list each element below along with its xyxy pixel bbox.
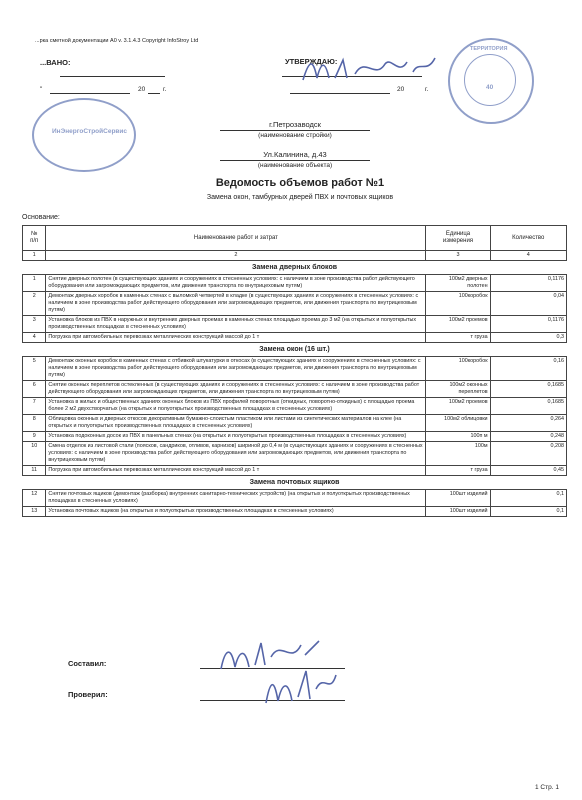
work-name: Установка подоконных досок из ПВХ в панельных стенах (на открытых и полуоткрытых производственных площадках в стесненных условиях)	[46, 432, 426, 442]
work-name: Снятие почтовых ящиков (демонтаж (разборка) внутренних санитарно-технических устройств) (на открытых и полуоткрытых производственных площадках в стесненных условиях)	[46, 490, 426, 507]
quantity-cell: 0,208	[490, 442, 566, 466]
table-row	[23, 381, 567, 398]
section-title: Замена дверных блоков	[23, 261, 567, 275]
index-cell: 4	[490, 251, 566, 261]
right-stamp	[448, 38, 534, 124]
unit-cell: 100м2 дверных полотен	[426, 275, 490, 292]
table-row	[23, 275, 567, 292]
row-number: 12	[23, 490, 46, 507]
left-stamp	[32, 98, 136, 172]
unit-cell: 100шт изделий	[426, 490, 490, 507]
left-approval-label: ...ВАНО:	[40, 58, 71, 67]
table-row	[23, 442, 567, 466]
table-header-row	[23, 226, 567, 251]
table-row	[23, 507, 567, 517]
index-cell: 2	[46, 251, 426, 261]
work-name: Установка в жилых и общественных зданиях оконных блоков из ПВХ профилей поворотных (откидных, поворотно-откидных) с площадью проема более 2 м2 двухстворчатых (на открытых и полуоткрытых производственных площадках в стесненных условиях)	[46, 398, 426, 415]
table-row	[23, 466, 567, 476]
header-unit: Единица измерения	[426, 226, 490, 251]
quantity-cell: 0,45	[490, 466, 566, 476]
header-name: Наименование работ и затрат	[46, 226, 426, 251]
city: г.Петрозаводск	[269, 120, 321, 129]
unit-cell: 100коробок	[426, 292, 490, 316]
index-cell: 3	[426, 251, 490, 261]
page-number: 1 Стр. 1	[535, 784, 559, 791]
quantity-cell: 0,04	[490, 292, 566, 316]
right-stamp-inner	[464, 54, 516, 106]
row-number: 8	[23, 415, 46, 432]
row-number: 5	[23, 357, 46, 381]
compiled-label: Составил:	[68, 659, 107, 668]
table-row	[23, 333, 567, 343]
quantity-cell: 0,248	[490, 432, 566, 442]
quantity-cell: 0,1	[490, 507, 566, 517]
table-row	[23, 357, 567, 381]
left-date-tail: г.	[163, 86, 167, 93]
unit-cell: 100п м	[426, 432, 490, 442]
row-number: 2	[23, 292, 46, 316]
document-title: Ведомость объемов работ №1	[215, 177, 385, 189]
unit-cell: 100м2 проемов	[426, 398, 490, 415]
unit-cell: т груза	[426, 466, 490, 476]
unit-cell: 100м2 проемов	[426, 316, 490, 333]
works-table	[22, 225, 567, 517]
work-name: Смена отделок из листовой стали (поясков, сандриков, отливов, карнизов) шириной до 0,4 м (в существующих зданиях и сооружениях в стесненных условиях: с наличием в зоне производства работ действующего оборудования или загромождающих предметов, или движения транспорта по внутрицеховым путям)	[46, 442, 426, 466]
construction-caption: (наименование стройки)	[258, 132, 332, 139]
left-year-line	[148, 93, 160, 94]
table-row	[23, 432, 567, 442]
row-number: 10	[23, 442, 46, 466]
work-name: Погрузка при автомобильных перевозках металлических конструкций массой до 1 т	[46, 333, 426, 343]
left-stamp-text: ИнЭнергоСтройСервис	[52, 128, 128, 135]
right-date-tail: г.	[425, 86, 429, 93]
table-index-row	[23, 251, 567, 261]
unit-cell: 100коробок	[426, 357, 490, 381]
work-name: Погрузка при автомобильных перевозках металлических конструкций массой до 1 т	[46, 466, 426, 476]
quantity-cell: 0,1685	[490, 398, 566, 415]
row-number: 11	[23, 466, 46, 476]
row-number: 7	[23, 398, 46, 415]
left-date-line	[50, 93, 130, 94]
table-row	[23, 415, 567, 432]
city-underline	[220, 130, 370, 131]
checked-label: Проверил:	[68, 690, 108, 699]
left-date-year: 20	[138, 86, 146, 93]
table-row	[23, 292, 567, 316]
work-name: Снятие оконных переплетов остекленных (в существующих зданиях и сооружениях в стесненных условиях: с наличием в зоне производства работ действующего оборудования или загромождающих предметов, или движения транспорта по внутрицеховым путям)	[46, 381, 426, 398]
section-title: Замена почтовых ящиков	[23, 476, 567, 490]
row-number: 1	[23, 275, 46, 292]
quantity-cell: 0,3	[490, 333, 566, 343]
quantity-cell: 0,264	[490, 415, 566, 432]
row-number: 3	[23, 316, 46, 333]
unit-cell: 100м2 облицовки	[426, 415, 490, 432]
table-row	[23, 490, 567, 507]
section-row	[23, 476, 567, 490]
work-name: Демонтаж оконных коробок в каменных стенах с отбивкой штукатурки в откосах (в существующих зданиях и сооружениях в стесненных условиях: с наличием в зоне производства работ действующего оборудования или загромождающих предметов, или движения транспорта по внутрицеховым путям)	[46, 357, 426, 381]
checked-signature	[260, 665, 340, 710]
quantity-cell: 0,1176	[490, 275, 566, 292]
index-cell: 1	[23, 251, 46, 261]
left-signature-line	[60, 76, 165, 77]
work-name: Демонтаж дверных коробок в каменных стенах с выломкой четвертей в кладке (в существующих зданиях и сооружениях в стесненных условиях: с наличием в зоне производства работ действующего оборудования или загромождающих предметов, или движения транспорта по внутрицеховым путям)	[46, 292, 426, 316]
unit-cell: 100шт изделий	[426, 507, 490, 517]
unit-cell: т груза	[426, 333, 490, 343]
unit-cell: 100м2 оконных переплетов	[426, 381, 490, 398]
right-approval-label: УТВЕРЖДАЮ:	[285, 57, 338, 66]
object-caption: (наименование объекта)	[257, 162, 333, 169]
unit-cell: 100м	[426, 442, 490, 466]
document-subtitle: Замена окон, тамбурных дверей ПВХ и почтовых ящиков	[206, 194, 394, 201]
quantity-cell: 0,1685	[490, 381, 566, 398]
table-row	[23, 316, 567, 333]
row-number: 6	[23, 381, 46, 398]
work-name: Облицовка оконных и дверных откосов декоративным бумажно-слоистым пластиком или листами из синтетических материалов на клее (на открытых и полуоткрытых производственных площадках в стесненных условиях)	[46, 415, 426, 432]
basis-label: Основание:	[22, 214, 60, 221]
header-num: № п/п	[23, 226, 46, 251]
object-underline	[220, 160, 370, 161]
right-stamp-number: 40	[486, 84, 494, 91]
section-row	[23, 343, 567, 357]
left-date-quote: "	[40, 86, 43, 93]
object-name: Ул.Калинина, д.43	[263, 150, 327, 159]
right-date-year: 20	[397, 86, 405, 93]
right-date-line	[290, 93, 390, 94]
software-header: ...рка сметной документации А0 v. 3.1.4.3 Copyright InfoStroy Ltd	[35, 38, 199, 44]
row-number: 13	[23, 507, 46, 517]
header-qty: Количество	[490, 226, 566, 251]
work-name: Установка блоков из ПВХ в наружных и внутренних дверных проемах в каменных стенах площадью проема до 3 м2 (на открытых и полуоткрытых производственных площадках в стесненных условиях)	[46, 316, 426, 333]
work-name: Снятие дверных полотен (в существующих зданиях и сооружениях в стесненных условиях: с наличием в зоне производства работ действующего оборудования или загромождающих предметов, или движения транспорта по внутрицеховым путям)	[46, 275, 426, 292]
quantity-cell: 0,1	[490, 490, 566, 507]
row-number: 4	[23, 333, 46, 343]
right-stamp-text: ТЕРРИТОРИЯ	[470, 46, 508, 52]
right-signature	[295, 50, 445, 90]
work-name: Установка почтовых ящиков (на открытых и полуоткрытых производственных площадках в стесненных условиях)	[46, 507, 426, 517]
table-row	[23, 398, 567, 415]
section-title: Замена окон (16 шт.)	[23, 343, 567, 357]
row-number: 9	[23, 432, 46, 442]
section-row	[23, 261, 567, 275]
quantity-cell: 0,16	[490, 357, 566, 381]
quantity-cell: 0,1176	[490, 316, 566, 333]
